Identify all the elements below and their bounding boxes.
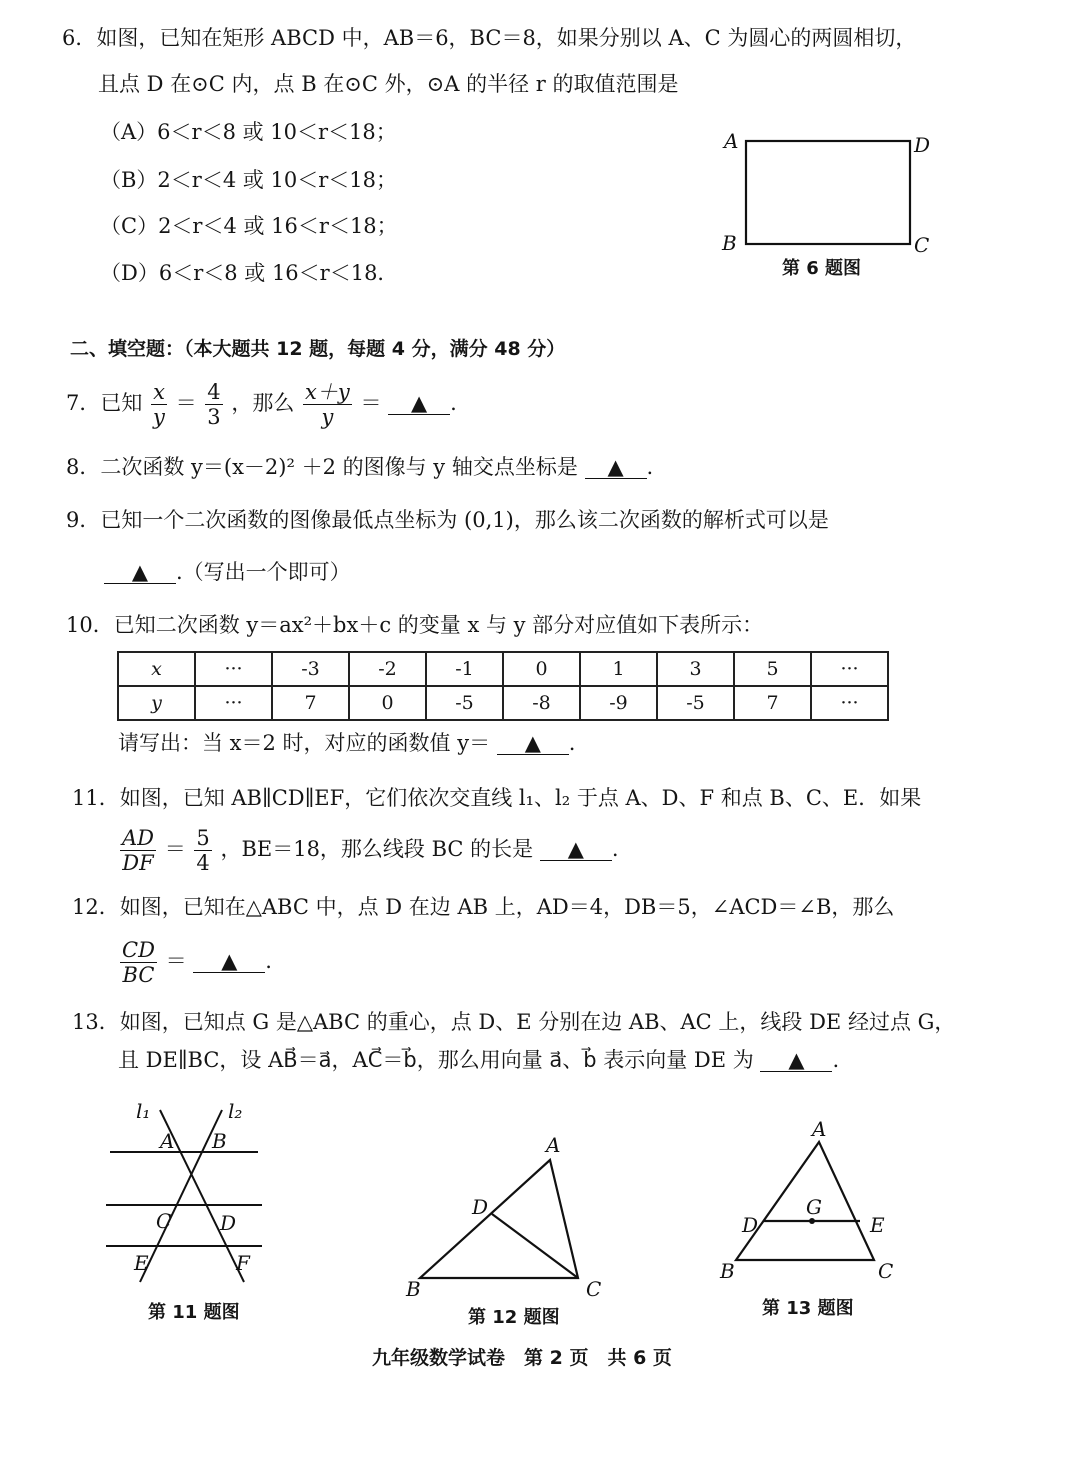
table-cell: ··· — [195, 686, 272, 720]
table-cell: -3 — [272, 652, 349, 686]
q13-line2: 且 DE∥BC，设 AB⃗＝a⃗，AC⃗＝b⃗，那么用向量 a⃗、b⃗ 表示向量 DE 为 ▲ . — [118, 1048, 840, 1072]
table-cell: -8 — [503, 686, 580, 720]
q7-prefix: 7．已知 — [66, 391, 143, 416]
table-cell: 3 — [657, 652, 734, 686]
q12-label-d: D — [472, 1195, 489, 1219]
q13-line1: 13．如图，已知点 G 是△ABC 的重心，点 D、E 分别在边 AB、AC 上，线段 DE 经过点 G， — [72, 1010, 956, 1034]
q6-figure — [721, 129, 930, 257]
table-cell: ··· — [811, 652, 888, 686]
q12-line2: $\frac{CD}{BC}$ ＝ ▲ . — [122, 938, 272, 988]
q11-label-l1: l₁ — [136, 1099, 151, 1123]
q6-option-a: （A）6＜r＜8 或 10＜r＜18； — [100, 120, 397, 144]
q13-label-e: E — [870, 1213, 885, 1237]
q13-caption: 第 13 题图 — [762, 1298, 854, 1319]
section-heading: 二、填空题：（本大题共 12 题，每题 4 分，满分 48 分） — [70, 338, 566, 360]
q12-line1: 12．如图，已知在△ABC 中，点 D 在边 AB 上，AD＝4，DB＝5，∠ACD＝∠B，那么 — [72, 895, 895, 919]
q10-ask: 请写出：当 x＝2 时，对应的函数值 y＝ ▲ . — [118, 731, 576, 755]
q11-answer-blank[interactable]: ▲ — [540, 839, 612, 861]
q6-caption: 第 6 题图 — [782, 258, 862, 279]
table-cell: -2 — [349, 652, 426, 686]
q10-text: 10．已知二次函数 y＝ax²＋bx＋c 的变量 x 与 y 部分对应值如下表所示： — [66, 613, 764, 637]
table-cell: x — [118, 652, 195, 686]
q11-label-a: A — [160, 1129, 175, 1153]
q11-figure — [106, 1099, 262, 1282]
q11-fraction-ratio: $\frac{AD}{DF}$ — [122, 826, 155, 876]
q13-answer-blank[interactable]: ▲ — [760, 1050, 832, 1072]
q7-fraction-2: $\frac{4}{3}$ — [207, 380, 221, 430]
q9-answer-blank[interactable]: ▲ — [104, 562, 176, 584]
table-row — [118, 686, 888, 720]
q11-line1: 11．如图，已知 AB∥CD∥EF，它们依次交直线 l₁、l₂ 于点 A、D、F 和点 B、C、E．如果 — [72, 786, 922, 810]
q11-label-l2: l₂ — [228, 1099, 243, 1123]
q6-label-c: C — [914, 233, 930, 257]
table-cell: ··· — [811, 686, 888, 720]
q11-fraction-value: $\frac{5}{4}$ — [196, 826, 210, 876]
q9-answer-line: ▲ .（写出一个即可） — [104, 562, 351, 584]
table-cell: -1 — [426, 652, 503, 686]
q11-label-c: C — [156, 1209, 172, 1233]
q11-label-f: F — [236, 1251, 250, 1275]
q11-label-e: E — [134, 1251, 149, 1275]
q12-answer-blank[interactable]: ▲ — [193, 951, 265, 973]
q13-figure — [719, 1117, 893, 1283]
q6-label-a: A — [724, 129, 739, 153]
q6-option-b: （B）2＜r＜4 或 10＜r＜18； — [100, 168, 398, 192]
q6-label-b: B — [722, 231, 737, 255]
table-cell: -9 — [580, 686, 657, 720]
q13-label-d: D — [742, 1213, 759, 1237]
q12-label-b: B — [406, 1277, 421, 1301]
q6-line2: 且点 D 在⊙C 内，点 B 在⊙C 外，⊙A 的半径 r 的取值范围是 — [98, 72, 679, 96]
q11-caption: 第 11 题图 — [148, 1302, 240, 1323]
q12-label-c: C — [586, 1277, 602, 1301]
q6-rectangle — [746, 141, 910, 244]
table-cell: 7 — [272, 686, 349, 720]
q13-triangle — [736, 1142, 874, 1260]
q9-text: 9．已知一个二次函数的图像最低点坐标为 (0,1)，那么该二次函数的解析式可以是 — [66, 508, 829, 532]
table-cell: y — [118, 686, 195, 720]
q6-option-d: （D）6＜r＜8 或 16＜r＜18． — [100, 261, 399, 285]
q11-label-d: D — [220, 1211, 237, 1235]
table-cell: 1 — [580, 652, 657, 686]
q13-label-c: C — [878, 1259, 894, 1283]
table-row — [118, 652, 888, 686]
q13-label-a: A — [812, 1117, 827, 1141]
q13-label-g: G — [806, 1195, 822, 1219]
q12-label-a: A — [546, 1133, 561, 1157]
q8: 8．二次函数 y＝(x－2)² ＋2 的图像与 y 轴交点坐标是 ▲ . — [66, 455, 654, 479]
table-cell: -5 — [657, 686, 734, 720]
q12-caption: 第 12 题图 — [468, 1307, 560, 1328]
q7-fraction-3: $\frac{x+y}{y}$ — [305, 380, 350, 430]
q7-answer-blank[interactable]: ▲ — [388, 393, 450, 415]
table-cell: 0 — [349, 686, 426, 720]
q11-line-l2 — [140, 1110, 222, 1282]
table-cell: 0 — [503, 652, 580, 686]
q7: 7．已知 $\frac{x}{y}$ ＝ $\frac{4}{3}$ ，那么 $\frac{x+y}{y}$ ＝ ▲ . — [66, 380, 457, 430]
table-cell: ··· — [195, 652, 272, 686]
table-cell: 5 — [734, 652, 811, 686]
q13-label-b: B — [720, 1259, 735, 1283]
q12-figure — [405, 1133, 601, 1301]
q12-fraction: $\frac{CD}{BC}$ — [122, 938, 155, 988]
q6-line1: 6．如图，已知在矩形 ABCD 中，AB＝6，BC＝8，如果分别以 A、C 为圆心的两圆相切， — [62, 26, 917, 50]
q8-answer-blank[interactable]: ▲ — [585, 457, 647, 479]
q7-fraction-1: $\frac{x}{y}$ — [153, 380, 165, 430]
table-cell: 7 — [734, 686, 811, 720]
q10-answer-blank[interactable]: ▲ — [497, 733, 569, 755]
table-cell: -5 — [426, 686, 503, 720]
page-footer: 九年级数学试卷 第 2 页 共 6 页 — [372, 1347, 672, 1369]
q6-label-d: D — [914, 133, 931, 157]
q11-label-b: B — [212, 1129, 227, 1153]
q6-option-c: （C）2＜r＜4 或 16＜r＜18； — [100, 214, 398, 238]
q10-value-table — [117, 651, 889, 721]
q11-line2: $\frac{AD}{DF}$ ＝ $\frac{5}{4}$ ，BE＝18，那么线段 BC 的长是 ▲ . — [122, 826, 619, 876]
